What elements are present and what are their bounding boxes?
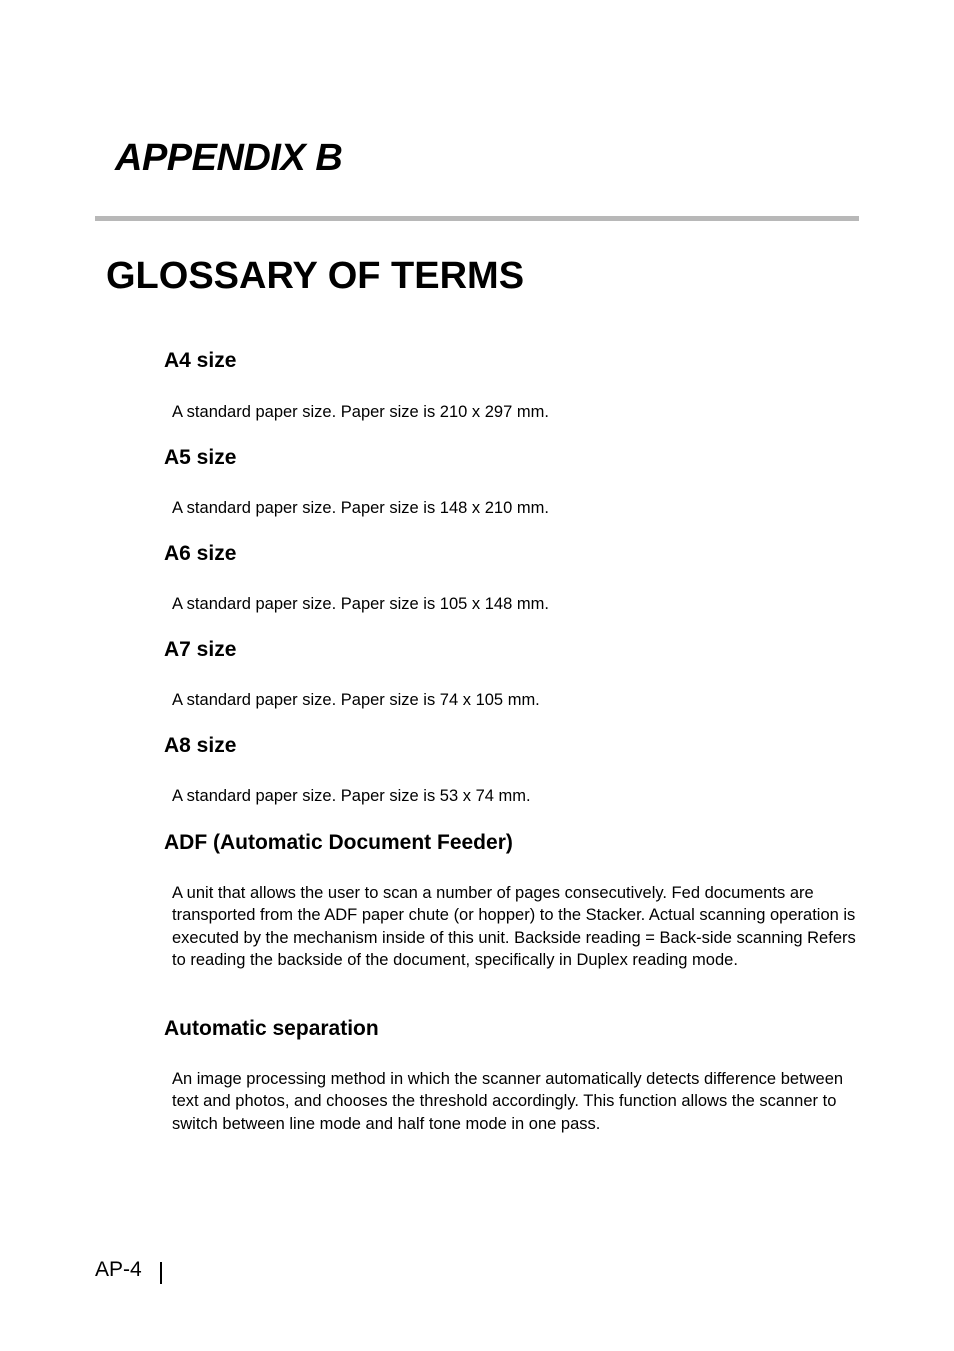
page-number: AP-4: [95, 1258, 142, 1281]
glossary-term: A4 size: [164, 349, 237, 372]
glossary-term: ADF (Automatic Document Feeder): [164, 831, 513, 854]
glossary-term: A7 size: [164, 638, 237, 661]
appendix-title: APPENDIX B: [115, 137, 343, 179]
glossary-term: A5 size: [164, 446, 237, 469]
glossary-definition: A standard paper size. Paper size is 53 x 74 mm.: [172, 787, 531, 805]
title-divider: [95, 216, 859, 221]
glossary-definition: A standard paper size. Paper size is 74 x 105 mm.: [172, 691, 540, 709]
glossary-term: A8 size: [164, 734, 237, 757]
glossary-definition: A unit that allows the user to scan a number of pages consecutively. Fed documents are transported from the ADF paper chute (or hopper) to the Stacker. Actual scanning operation is executed by the mechanism inside of this unit. Backside reading = Back-side scanning Refers to reading the backside of the document, specifically in Duplex reading mode.: [172, 884, 856, 970]
glossary-definition: A standard paper size. Paper size is 148 x 210 mm.: [172, 499, 549, 517]
glossary-term: A6 size: [164, 542, 237, 565]
glossary-definition: A standard paper size. Paper size is 105 x 148 mm.: [172, 595, 549, 613]
glossary-title: GLOSSARY OF TERMS: [106, 255, 525, 297]
glossary-term: Automatic separation: [164, 1017, 379, 1040]
glossary-definition: An image processing method in which the scanner automatically detects difference between text and photos, and chooses the threshold accordingly. This function allows the scanner to switch between line mode and half tone mode in one pass.: [172, 1070, 844, 1133]
glossary-definition: A standard paper size. Paper size is 210 x 297 mm.: [172, 403, 549, 421]
page-number-divider: [160, 1262, 162, 1284]
